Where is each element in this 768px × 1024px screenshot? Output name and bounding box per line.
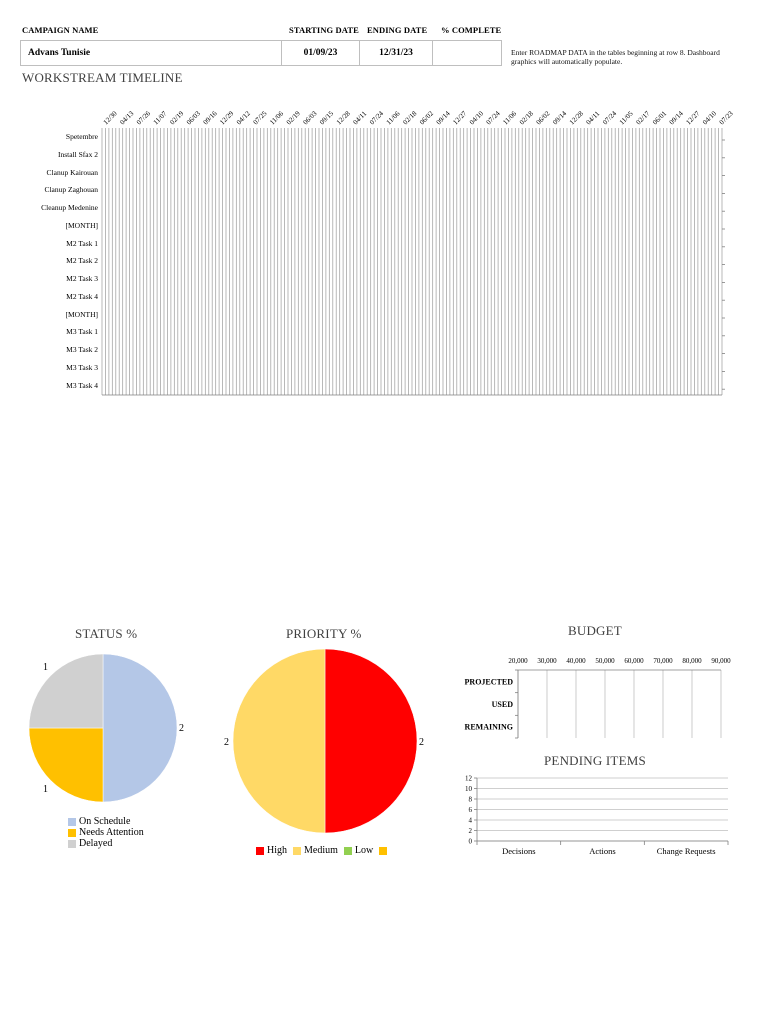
task-label: [MONTH] <box>65 221 98 230</box>
timeline-date-tick: 12/28 <box>567 109 585 127</box>
timeline-date-tick: 06/02 <box>418 109 436 127</box>
timeline-date-tick: 02/19 <box>168 109 186 127</box>
task-label: Spetembre <box>65 132 98 141</box>
priority-data-label: 2 <box>224 737 229 748</box>
timeline-date-ticks <box>102 109 735 126</box>
timeline-date-tick: 07/24 <box>368 109 386 127</box>
timeline-date-tick: 12/30 <box>101 109 119 127</box>
timeline-date-tick: 04/11 <box>584 109 602 127</box>
starting-date-field[interactable] <box>281 40 360 66</box>
pending-y-tick: 0 <box>468 837 472 846</box>
task-label: Clanup Kairouan <box>46 168 98 177</box>
task-label: M3 Task 2 <box>66 345 98 354</box>
task-label: M3 Task 3 <box>66 363 98 372</box>
legend-label: On Schedule <box>79 816 131 827</box>
priority-chart-title: PRIORITY % <box>286 626 362 641</box>
timeline-title: WORKSTREAM TIMELINE <box>22 70 183 85</box>
timeline-date-tick: 12/27 <box>684 109 702 127</box>
legend-item <box>68 827 144 838</box>
legend-label: Low <box>354 845 374 856</box>
legend-swatch <box>293 847 301 855</box>
pending-y-tick: 10 <box>465 785 472 793</box>
timeline-date-tick: 04/10 <box>701 109 719 127</box>
campaign-name-label: CAMPAIGN NAME <box>22 25 99 35</box>
campaign-name-field[interactable] <box>20 40 282 66</box>
legend-swatch <box>68 829 76 837</box>
legend-swatch <box>344 847 352 855</box>
pie-slice <box>103 654 177 802</box>
priority-legend <box>256 845 390 856</box>
timeline-date-tick: 09/14 <box>551 109 569 127</box>
ending-date-value: 12/31/23 <box>379 48 413 58</box>
pending-y-tick: 8 <box>468 795 472 804</box>
legend-item <box>379 845 390 856</box>
task-label: Cleanup Medenine <box>41 203 98 212</box>
timeline-date-tick: 12/28 <box>334 109 352 127</box>
percent-complete-label: % COMPLETE <box>441 25 502 35</box>
timeline-date-tick: 04/10 <box>468 109 485 127</box>
legend-item <box>293 845 338 856</box>
timeline-chart <box>90 95 740 400</box>
legend-label: Needs Attention <box>79 827 144 838</box>
timeline-date-tick: 06/03 <box>185 109 202 127</box>
task-label: M2 Task 2 <box>66 256 98 265</box>
timeline-date-tick: 07/26 <box>135 109 152 127</box>
budget-x-tick: 50,000 <box>595 657 615 665</box>
legend-item <box>68 816 144 827</box>
timeline-date-tick: 07/24 <box>484 109 502 127</box>
pie-slice <box>29 654 103 728</box>
task-label: M2 Task 3 <box>66 274 98 283</box>
budget-chart-title: BUDGET <box>568 623 622 638</box>
instructions-note: Enter ROADMAP DATA in the tables beginning at row 8. Dashboard graphics will automatically populate. <box>511 48 720 66</box>
timeline-date-tick: 11/06 <box>501 109 519 127</box>
timeline-date-tick: 02/18 <box>401 109 419 127</box>
campaign-name-value: Advans Tunisie <box>28 48 91 58</box>
legend-label: Medium <box>304 845 338 856</box>
pending-category-label: Change Requests <box>656 846 716 856</box>
timeline-date-tick: 11/06 <box>268 109 285 127</box>
timeline-date-tick: 12/29 <box>218 109 236 127</box>
ending-date-label: ENDING DATE <box>367 25 428 35</box>
pie-slice <box>325 649 417 833</box>
status-chart-title: STATUS % <box>75 626 138 641</box>
legend-swatch <box>256 847 264 855</box>
legend-swatch <box>68 840 76 848</box>
priority-pie-chart <box>218 645 433 840</box>
budget-x-tick: 40,000 <box>566 657 586 665</box>
timeline-date-tick: 04/13 <box>118 109 136 127</box>
timeline-date-tick: 02/19 <box>284 109 302 127</box>
timeline-date-tick: 06/03 <box>301 109 319 127</box>
starting-date-value: 01/09/23 <box>303 48 338 58</box>
pending-y-tick: 2 <box>468 827 472 835</box>
legend-item <box>344 845 373 856</box>
task-labels <box>0 128 98 398</box>
legend-label: High <box>267 845 287 856</box>
pending-y-tick: 12 <box>465 774 472 783</box>
status-pie-chart <box>20 645 200 815</box>
timeline-date-tick: 11/06 <box>384 109 402 127</box>
timeline-date-tick: 04/12 <box>234 109 252 127</box>
pending-y-tick: 6 <box>468 806 472 814</box>
status-data-label: 1 <box>43 662 48 673</box>
timeline-date-tick: 07/23 <box>717 109 735 127</box>
task-label: [MONTH] <box>65 310 98 319</box>
status-data-label: 2 <box>179 723 184 734</box>
timeline-date-tick: 11/07 <box>151 109 169 127</box>
status-legend <box>68 816 144 849</box>
budget-category-label: USED <box>491 700 513 709</box>
budget-x-tick: 30,000 <box>537 657 557 665</box>
timeline-date-tick: 09/14 <box>667 109 685 127</box>
budget-x-tick: 80,000 <box>682 657 702 665</box>
priority-data-label: 2 <box>419 737 424 748</box>
budget-category-label: PROJECTED <box>464 677 513 687</box>
timeline-date-tick: 12/27 <box>451 109 469 127</box>
timeline-date-tick: 07/24 <box>601 109 619 127</box>
starting-date-label: STARTING DATE <box>289 25 359 35</box>
timeline-date-tick: 11/05 <box>617 109 635 127</box>
task-label: M2 Task 1 <box>66 239 98 248</box>
pending-chart-title: PENDING ITEMS <box>544 753 646 768</box>
timeline-gridlines <box>102 128 725 395</box>
budget-x-tick: 20,000 <box>508 657 528 665</box>
timeline-date-tick: 04/11 <box>351 109 369 127</box>
ending-date-field[interactable] <box>359 40 433 66</box>
budget-x-tick: 90,000 <box>711 657 731 665</box>
timeline-date-tick: 02/18 <box>517 109 535 127</box>
legend-item <box>68 838 144 849</box>
pie-slice <box>29 728 103 802</box>
task-label: M3 Task 4 <box>66 381 98 390</box>
task-label: M3 Task 1 <box>66 327 98 336</box>
task-label: M2 Task 4 <box>66 292 98 301</box>
pending-category-label: Actions <box>589 846 616 856</box>
percent-complete-field[interactable] <box>432 40 502 66</box>
task-label: Clanup Zaghouan <box>44 185 98 194</box>
timeline-date-tick: 07/25 <box>251 109 269 127</box>
timeline-date-tick: 09/15 <box>318 109 336 127</box>
timeline-date-tick: 06/01 <box>651 109 669 127</box>
budget-category-label: REMAINING <box>464 722 513 732</box>
legend-swatch <box>379 847 387 855</box>
pending-category-label: Decisions <box>502 846 536 856</box>
legend-label: Delayed <box>79 838 113 849</box>
timeline-date-tick: 06/02 <box>534 109 552 127</box>
budget-bar-chart <box>455 650 745 745</box>
timeline-date-tick: 02/17 <box>634 109 652 127</box>
budget-x-tick: 60,000 <box>624 657 644 665</box>
status-data-label: 1 <box>43 784 48 795</box>
timeline-date-tick: 09/16 <box>201 109 219 127</box>
pie-slice <box>233 649 325 833</box>
pending-bar-chart <box>455 770 745 860</box>
task-label: Install Sfax 2 <box>58 150 98 159</box>
legend-item <box>256 845 287 856</box>
timeline-date-tick: 09/14 <box>434 109 452 127</box>
budget-x-tick: 70,000 <box>653 657 673 665</box>
legend-swatch <box>68 818 76 826</box>
pending-y-tick: 4 <box>468 816 472 825</box>
